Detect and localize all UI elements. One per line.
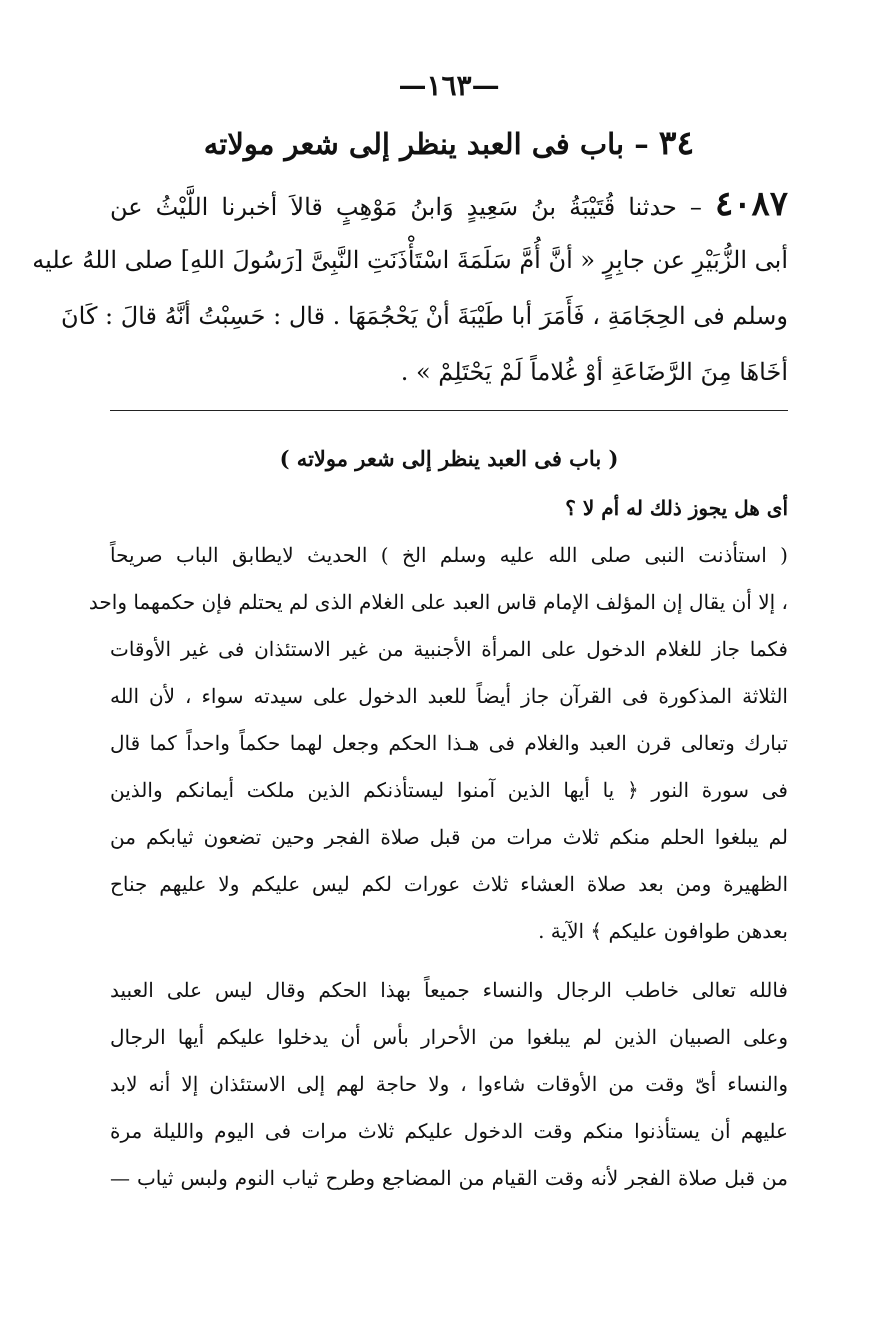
chapter-title: باب فى العبد ينظر إلى شعر مولاته bbox=[203, 127, 625, 161]
hadith-line: وسلم فى الحِجَامَةِ ، فَأَمَرَ أبا طَيْبَةَ أنْ يَحْجُمَهَا . قال : حَسِبْتُ أنَّهُ قالَ : كَانَ bbox=[61, 302, 788, 330]
commentary-line: بعدهن طوافون عليكم ﴾ الآية . bbox=[538, 919, 788, 943]
commentary-line: الثلاثة المذكورة فى القرآن جاز أيضاً للعبد الدخول على سيدته سواء ، لأن الله bbox=[110, 684, 788, 708]
chapter-heading bbox=[110, 116, 788, 170]
commentary-line: ( استأذنت النبى صلى الله عليه وسلم الخ ) الحديث لايطابق الباب صريحاً bbox=[110, 543, 788, 567]
hadith-text bbox=[32, 176, 788, 400]
commentary-line: ، إلا أن يقال إن المؤلف الإمام قاس العبد على الغلام الذى لم يحتلم فإن حكمهما واحد bbox=[88, 590, 788, 614]
commentary-line: فالله تعالى خاطب الرجال والنساء جميعاً بهذا الحكم وقال ليس على العبيد bbox=[110, 978, 788, 1002]
hadith-line: أخَاهَا مِنَ الرَّضَاعَةِ أوْ غُلاماً لَمْ يَحْتَلِمْ » . bbox=[400, 358, 788, 386]
hadith-line-text: – حدثنا قُتَيْبَةُ بنُ سَعِيدٍ وَابنُ مَوْهِبٍ قالاَ أخبرنا اللَّيْثُ عن bbox=[110, 193, 702, 221]
chapter-separator: – bbox=[634, 127, 649, 161]
commentary-paragraph-1 bbox=[88, 532, 788, 955]
commentary-paragraph-2 bbox=[110, 967, 788, 1202]
commentary-line: عليهم أن يستأذنوا منكم وقت الدخول عليكم ثلاث مرات فى اليوم والليلة مرة bbox=[110, 1119, 788, 1143]
commentary-line: فى سورة النور ﴿ يا أيها الذين آمنوا ليستأذنكم الذين ملكت أيمانكم والذين bbox=[110, 778, 788, 802]
section-divider bbox=[110, 410, 788, 411]
commentary-line: لم يبلغوا الحلم منكم ثلاث مرات من قبل صلاة الفجر وحين تضعون ثيابكم من bbox=[110, 825, 788, 849]
page-number: —١٦٣— bbox=[398, 69, 500, 102]
commentary-line: من قبل صلاة الفجر لأنه وقت القيام من المضاجع وطرح ثياب النوم ولبس ثياب — bbox=[110, 1166, 788, 1190]
hadith-line bbox=[110, 176, 788, 232]
commentary-line: والنساء أىّ وقت من الأوقات شاءوا ، ولا حاجة لهم إلى الاستئذان إلا أنه لابد bbox=[110, 1072, 788, 1096]
commentary-title: ( باب فى العبد ينظر إلى شعر مولاته ) bbox=[279, 446, 619, 471]
commentary-line: تبارك وتعالى قرن العبد والغلام فى هـذا الحكم وجعل لهما حكماً واحداً كما قال bbox=[110, 731, 788, 755]
hadith-number: ٤٠٨٧ bbox=[714, 184, 788, 224]
commentary-line: فكما جاز للغلام الدخول على المرأة الأجنبية من غير الاستئذان فى غير الأوقات bbox=[110, 637, 788, 661]
commentary bbox=[88, 433, 788, 1202]
commentary-line: الظهيرة ومن بعد صلاة العشاء ثلاث عورات لكم ليس عليكم ولا عليهم جناح bbox=[110, 872, 788, 896]
commentary-lead: أى هل يجوز ذلك له أم لا ؟ bbox=[565, 496, 788, 520]
hadith-line: أبى الزُّبَيْرِ عن جابِرٍ « أنَّ أُمَّ سَلَمَةَ اسْتَأْذَنَتِ النَّبِىَّ [رَسُولَ اللهِ] صلى اللهُ عليه bbox=[32, 246, 788, 274]
commentary-line: وعلى الصبيان الذين لم يبلغوا من الأحرار بأس أن يدخلوا عليكم أيها الرجال bbox=[110, 1025, 788, 1049]
chapter-number: ٣٤ bbox=[658, 123, 695, 162]
